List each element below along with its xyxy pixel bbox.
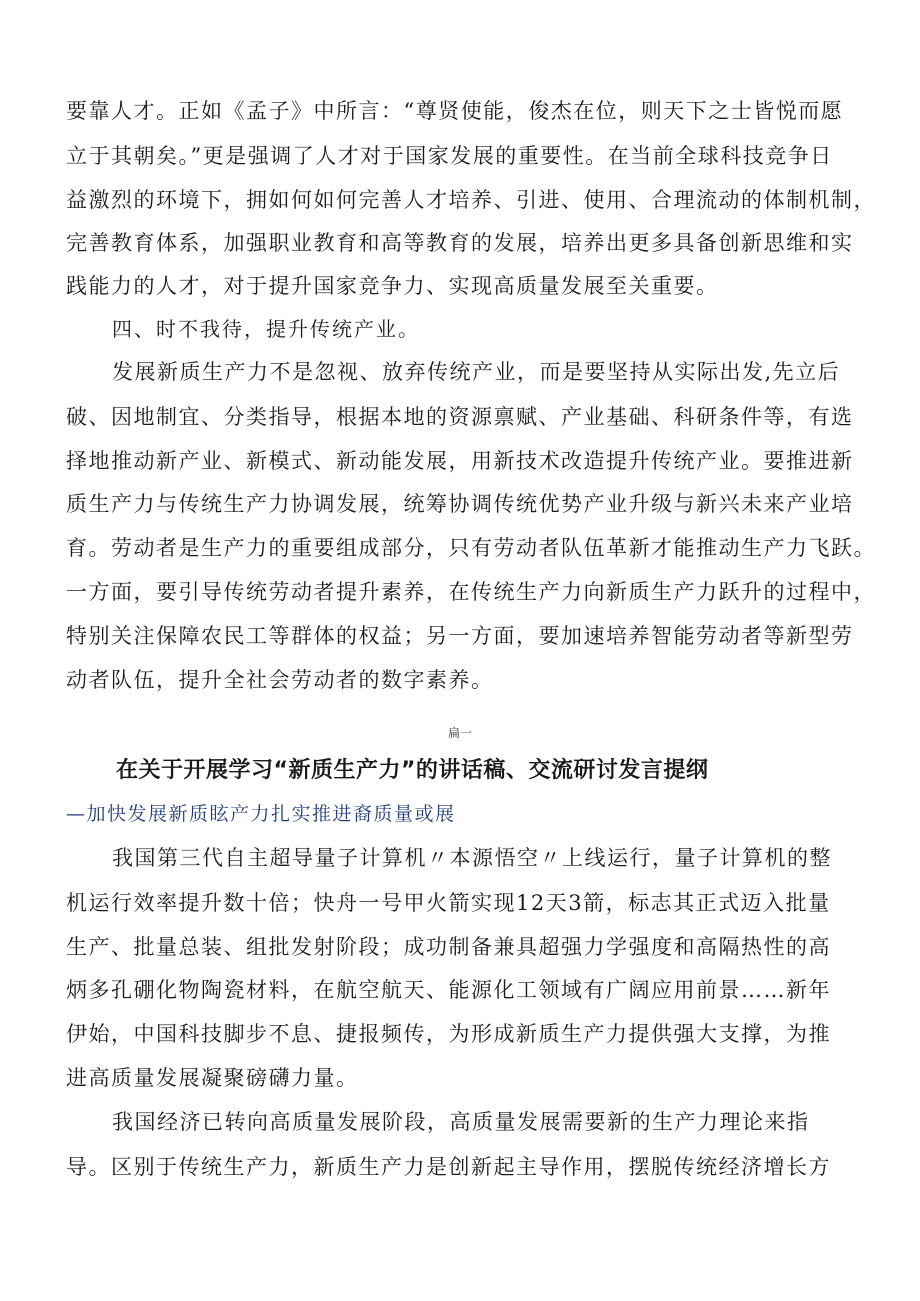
paragraph-line: 破、因地制宜、分类指导，根据本地的资源禀赋、产业基础、科研条件等，有选 [66, 405, 854, 429]
paragraph-line: 我国第三代自主超导量子计算机〃本源悟空〃上线运行，量子计算机的整 [112, 846, 832, 870]
page-divider-mark: 扁一 [447, 726, 472, 740]
article-title: 在关于开展学习“新质生产力”的讲话稿、交流研讨发言提纲 [116, 758, 709, 783]
paragraph-line: 特别关注保障农民工等群体的权益；另一方面，要加速培养智能劳动者等新型劳 [66, 624, 854, 648]
paragraph-line: 炳多孔硼化物陶瓷材料，在航空航天、能源化工领域有广阔应用前景……新年 [66, 978, 831, 1002]
paragraph-line: 立于其朝矣。”更是强调了人才对于国家发展的重要性。在当前全球科技竞争日 [66, 144, 833, 168]
paragraph-line: 育。劳动者是生产力的重要组成部分，只有劳动者队伍革新才能推动生产力飞跃。 [66, 536, 876, 560]
paragraph-line: 一方面，要引导传统劳动者提升素养，在传统生产力向新质生产力跃升的过程中， [66, 580, 876, 604]
paragraph-line: 生产、批量总装、组批发射阶段；成功制备兼具超强力学强度和高隔热性的高 [66, 935, 831, 959]
paragraph-line: 践能力的人才，对于提升国家竞争力、实现高质量发展至关重要。 [66, 274, 719, 298]
paragraph-line: 我国经济已转向高质量发展阶段，高质量发展需要新的生产力理论来指 [112, 1110, 810, 1134]
paragraph-line: 机运行效率提升数十倍；快舟一号甲火箭实现12天3箭，标志其正式迈入批量 [66, 891, 831, 915]
section-heading: 四、时不我待，提升传统产业。 [112, 317, 420, 341]
paragraph-line: 益激烈的环境下，拥如何如何完善人才培养、引进、使用、合理流动的体制机制， [66, 188, 876, 212]
paragraph-line: 要靠人才。正如《孟子》中所言：“尊贤使能，俊杰在位，则天下之士皆悦而愿 [66, 99, 844, 123]
paragraph-line: 质生产力与传统生产力协调发展，统筹协调传统优势产业升级与新兴未来产业培 [66, 492, 854, 516]
paragraph-line: 择地推动新产业、新模式、新动能发展，用新技术改造提升传统产业。要推进新 [66, 449, 854, 473]
paragraph-line: 完善教育体系，加强职业教育和高等教育的发展，培养出更多具备创新思维和实 [66, 231, 854, 255]
paragraph-line: 伊始，中国科技脚步不息、捷报频传，为形成新质生产力提供强大支撑，为推 [66, 1022, 831, 1046]
paragraph-line: 进高质量发展凝聚磅礴力量。 [66, 1066, 359, 1090]
paragraph-line: 导。区别于传统生产力，新质生产力是创新起主导作用，摆脱传统经济增长方 [66, 1155, 831, 1179]
article-subtitle: —加快发展新质眩产力扎实推进裔质量或展 [66, 803, 456, 825]
paragraph-line: 发展新质生产力不是忽视、放弃传统产业，而是要坚持从实际出发,先立后 [112, 360, 841, 384]
paragraph-line: 动者队伍，提升全社会劳动者的数字素养。 [66, 668, 494, 692]
